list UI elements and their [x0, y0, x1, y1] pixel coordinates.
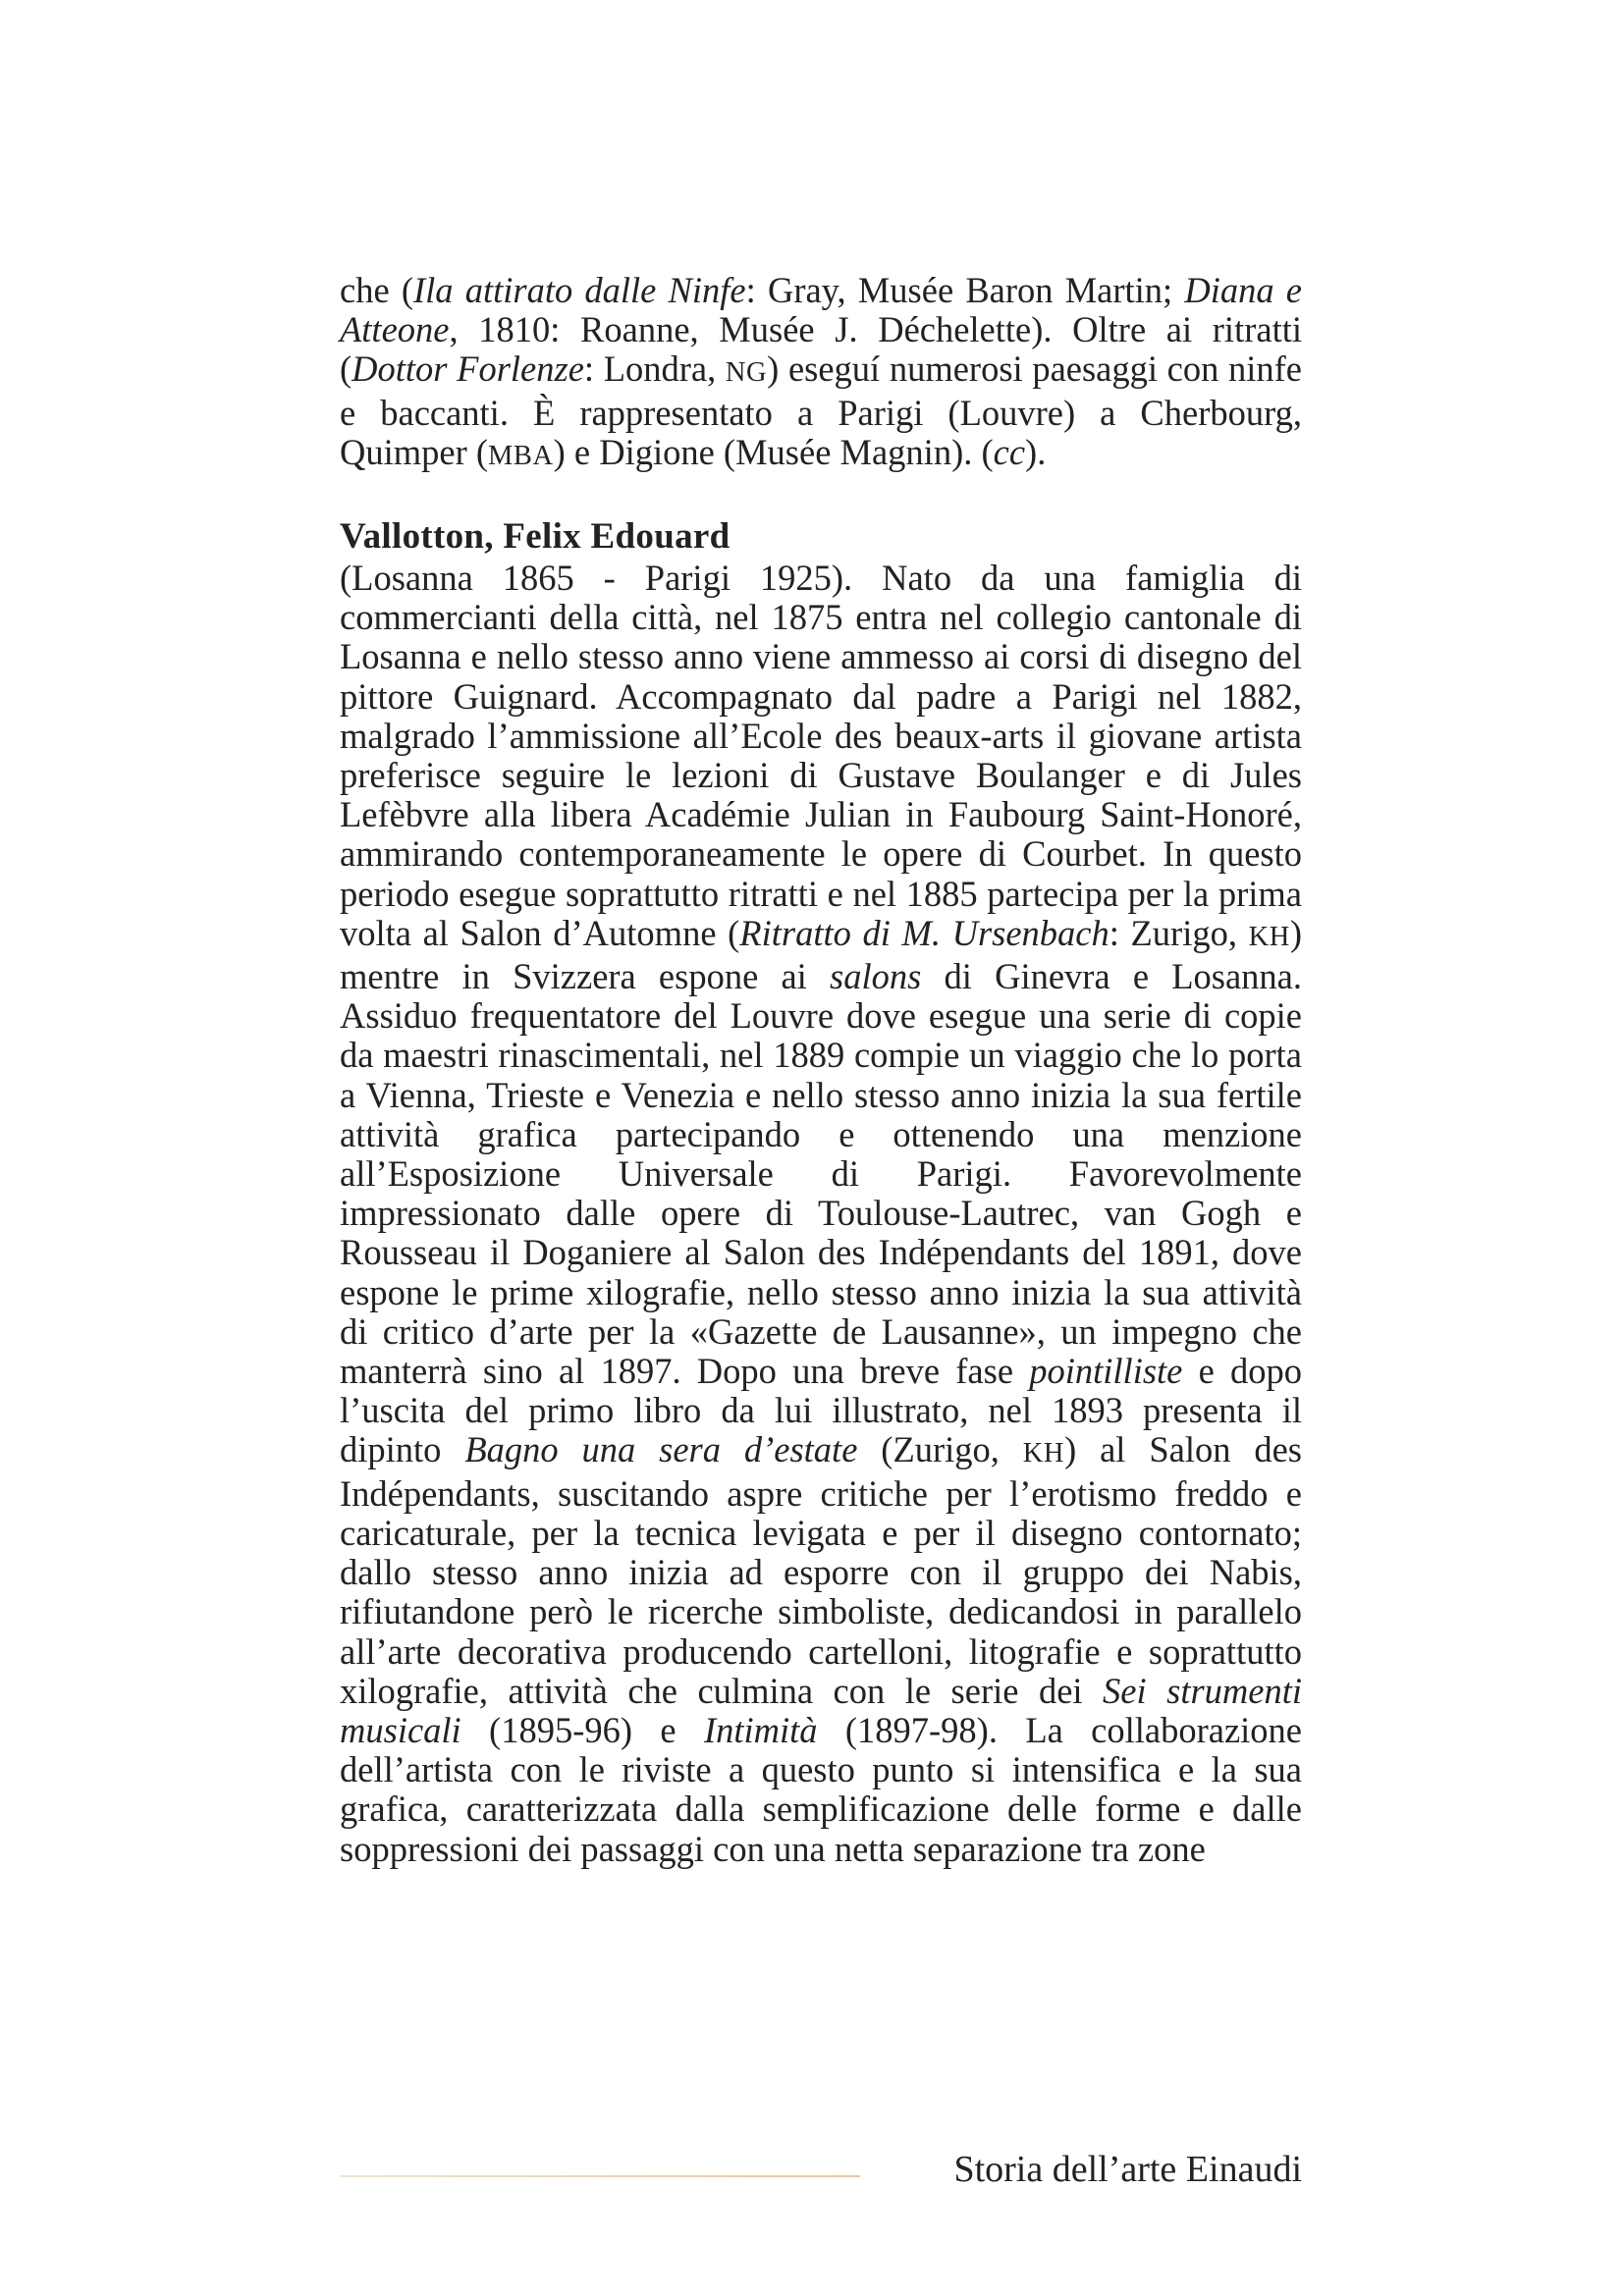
artwork-title: Ila attirato dalle Ninfe: [412, 270, 746, 310]
text-run: che (: [340, 270, 413, 310]
museum-abbreviation: NG: [725, 357, 768, 389]
text-run: di Ginevra e Losanna. Assiduo frequentatore del Louvre dove esegue una serie di copie da maestri rinascimentali, nel 1889 compie un viaggio che lo porta a Vienna, Trieste e Venezia e nello stesso anno inizia la sua fertile attività grafica partecipando e ottenendo una menzione all’Esposizione Universale di Parigi. Favorevolmente impressionato dalle opere di Toulouse-Lautrec, van Gogh e Rousseau il Doganiere al Salon des Indépendants del 1891, dove espone le prime xilografie, nello stesso anno inizia la sua attività di critico d’arte per la «Gazette de Lausanne», un impegno che manterrà sino al 1897. Dopo una breve fase: [340, 956, 1302, 1392]
artwork-title: Bagno una sera d’estate: [464, 1429, 858, 1470]
artwork-title: Intimità: [703, 1709, 818, 1750]
text-run: ) eseguí numerosi paesaggi con ninfe e baccanti. È rappresentato a Parigi (Louvre) a Cherbourg, Quimper (: [340, 348, 1303, 472]
text-run: ) al Salon des Indépendants, suscitando aspre critiche per l’erotismo freddo e caricaturale, per la tecnica levigata e per il disegno contornato; dallo stesso anno inizia ad esporre con il gruppo dei Nabis, rifiutandone però le ricerche simboliste, dedicandosi in parallelo all’arte decorativa producendo cartelloni, litografie e soprattutto xilografie, attività che culmina con le serie dei: [340, 1429, 1302, 1711]
artwork-title: Sei strumenti musicali: [340, 1670, 1303, 1750]
continuation-paragraph: [340, 271, 1302, 476]
text-run: ) mentre in Svizzera espone ai: [340, 912, 1303, 997]
artwork-title: Dottor Forlenze: [352, 348, 584, 390]
author-initials: cc: [993, 431, 1026, 472]
text-run: ).: [1025, 431, 1047, 472]
italic-term: salons: [830, 956, 922, 997]
text-run: (1897-98). La collaborazione dell’artista con le riviste a questo punto si intensifica e la sua grafica, caratterizzata dalla semplificazione delle forme e dalle soppressioni dei passaggi con una netta separazione tra zone: [340, 1709, 1303, 1869]
footer-rule: [340, 2175, 860, 2177]
museum-abbreviation: KH: [1022, 1438, 1065, 1469]
museum-abbreviation: KH: [1248, 921, 1290, 952]
entry-paragraph: [340, 559, 1302, 1869]
text-run: ) e Digione (Musée Magnin). (: [553, 431, 994, 472]
text-run: , 1810: Roanne, Musée J. Déchelette). Oltre ai ritratti (: [340, 309, 1302, 390]
artwork-title: Diana e Atteone: [340, 270, 1303, 350]
text-run: : Londra,: [583, 348, 726, 390]
text-run: e dopo l’uscita del primo libro da lui illustrato, nel 1893 presenta il dipinto: [340, 1351, 1302, 1470]
text-run: (1895-96) e: [460, 1709, 704, 1750]
text-run: (Losanna 1865 - Parigi 1925). Nato da una famiglia di commercianti della città, nel 1875 entra nel collegio cantonale di Losanna e nello stesso anno viene ammesso ai corsi di disegno del pittore Guignard. Accompagnato dal padre a Parigi nel 1882, malgrado l’ammissione all’Ecole des beaux-arts il giovane artista preferisce seguire le lezioni di Gustave Boulanger e di Jules Lefèbvre alla libera Académie Julian in Faubourg Saint-Honoré, ammirando contemporaneamente le opere di Courbet. In questo periodo esegue soprattutto ritratti e nel 1885 partecipa per la prima volta al Salon d’Automne (: [340, 558, 1302, 953]
artwork-title: Ritratto di M. Ursenbach: [739, 912, 1109, 953]
page-footer: [340, 2148, 1302, 2195]
text-run: (Zurigo,: [857, 1429, 1023, 1470]
italic-term: pointilliste: [1029, 1351, 1183, 1392]
publisher-label: Storia dell’arte Einaudi: [953, 2149, 1302, 2190]
museum-abbreviation: MBA: [488, 440, 554, 471]
text-run: : Gray, Musée Baron Martin;: [745, 270, 1185, 310]
text-run: : Zurigo,: [1109, 912, 1249, 953]
page-body: [340, 271, 1302, 1869]
entry-heading: Vallotton, Felix Edouard: [340, 516, 730, 558]
